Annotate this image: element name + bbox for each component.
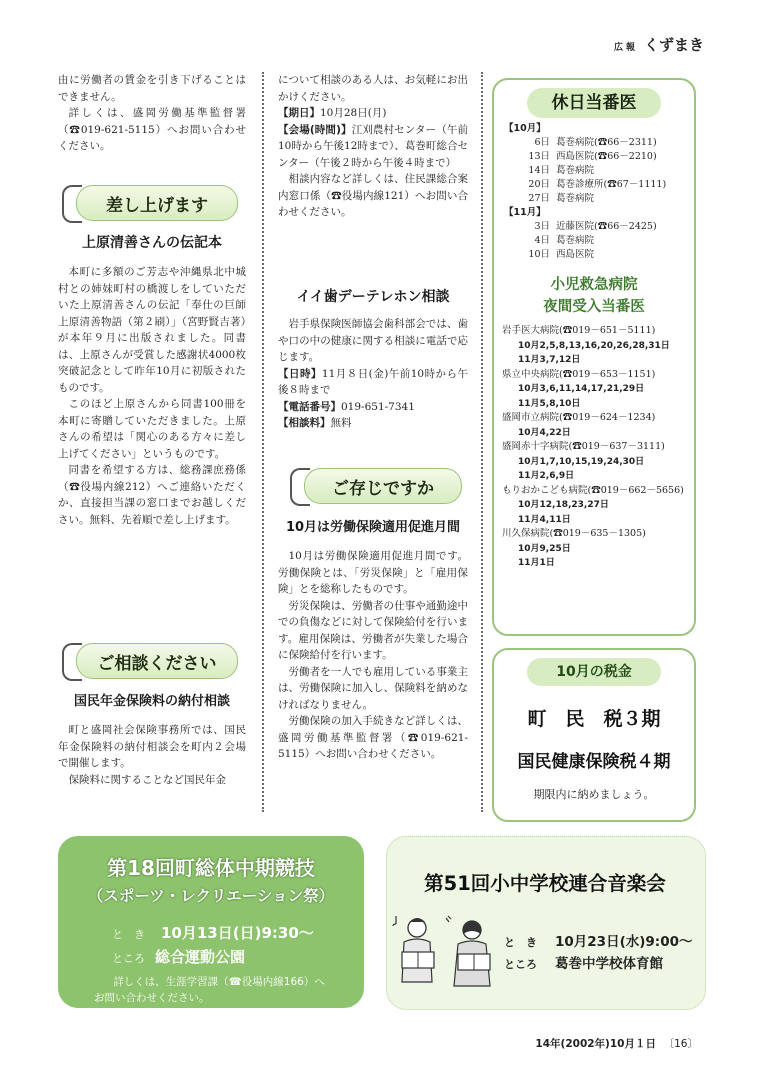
event-sports-where-label: ところ	[112, 952, 145, 965]
tax-note: 期限内に納めましょう。	[533, 788, 655, 801]
dental-date	[278, 366, 468, 399]
pension-continued: について相談のある人は、お気軽にお出かけください。	[278, 74, 468, 103]
event-music-where-value: 葛巻中学校体育館	[555, 956, 663, 972]
hospital-name: 県立中央病院(☎019－653－1151)	[502, 368, 656, 380]
dental-paragraph: 岩手県保険医師協会歯科部会では、歯や口の中の健康に関する相談に電話で応じます。	[278, 318, 468, 363]
month-nov-label: 【11月】	[504, 207, 546, 218]
column-1-body-2	[58, 722, 246, 788]
dental-phone-label: 【電話番号】	[278, 400, 341, 413]
section-subtitle-labor-insurance: 10月は労働保険適用促進月間	[285, 520, 461, 535]
pension-venue	[278, 122, 468, 172]
pension-paragraph-1: 町と盛岡社会保険事務所では、国民年金保険料の納付相談会を町内２会場で開催します。	[58, 724, 246, 769]
holiday-clinic: 葛巻病院(☎66－2311)	[556, 137, 657, 148]
column-1-intro	[58, 72, 246, 155]
hospital-name: 盛岡市立病院(☎019－624－1234)	[502, 412, 656, 423]
hospital-oct-dates: 10月3,6,11,14,17,21,29日	[518, 384, 645, 394]
tax-panel	[492, 648, 696, 822]
holiday-clinic: 葛巻病院	[556, 235, 595, 246]
biography-paragraph-1: 本町に多額のご芳志や沖縄県北中城村との姉妹町村の橋渡しをしていただいた上原清善さんの伝記「奉仕の巨師 上原清善物語（第２刷）」（宮野賢吉著）が本年９月に出版されました。同書は、上原さんが受賞した感謝状4000枚突破記念として昨年10月に初版されたものです。	[58, 266, 257, 394]
hospital-oct-dates: 10月1,7,10,15,19,24,30日	[518, 456, 645, 467]
hospital-nov-dates: 11月5,8,10日	[518, 398, 581, 409]
holiday-row	[504, 178, 688, 192]
event-music-when	[504, 930, 693, 950]
event-sports-content	[58, 836, 364, 1008]
column-divider-2	[481, 72, 483, 812]
event-sports-title: 第18回町総体中期競技	[107, 856, 315, 880]
dental-phone-value: 019-651-7341	[341, 400, 415, 413]
event-sports-note-2: お問い合わせください。	[94, 992, 210, 1004]
holiday-day: 10日	[528, 249, 550, 260]
date-value: 10月28日(月)	[320, 107, 387, 119]
pension-inquiry: 相談内容など詳しくは、住民課総合案内窓口係（☎役場内線121）へお問い合わせください。	[278, 173, 468, 218]
pediatric-hospital-list	[494, 318, 694, 571]
column-2-dental	[278, 316, 468, 432]
labor-paragraph-3: 労働者を一人でも雇用している事業主は、労働保険に加入し、保険料を納めなければなりません。	[278, 665, 468, 711]
holiday-day: 14日	[528, 165, 550, 176]
section-subtitle-dental: イイ歯デーテレホン相談	[296, 289, 450, 305]
venue-value: 江刈農村センター（午前10時から午後12時まで）、葛巻町総合センター（午後２時から午後４時まで）	[278, 123, 468, 169]
holiday-day: 3日	[534, 221, 550, 232]
holiday-title: 休日当番医	[527, 88, 661, 118]
hospital-nov-dates: 11月3,7,12日	[518, 355, 581, 365]
holiday-row	[504, 220, 688, 234]
pension-paragraph-2: 保険料に関することなど国民年金	[68, 773, 226, 786]
hospital-oct-dates: 10月2,5,8,13,16,20,26,28,31日	[518, 340, 670, 351]
section-subtitle-biography: 上原清善さんの伝記本	[82, 235, 222, 251]
section-subtitle-pension: 国民年金保険料の納付相談	[73, 694, 230, 709]
holiday-row	[504, 234, 688, 248]
month-oct-label: 【10月】	[504, 123, 546, 134]
holiday-oct-list	[504, 136, 688, 206]
date-label: 【期日】	[278, 107, 320, 119]
dental-date-label: 【日時】	[278, 367, 322, 380]
holiday-row	[504, 192, 688, 206]
pediatric-title-line-1: 小児救急病院	[550, 277, 638, 293]
tax-title: 10月の税金	[527, 658, 661, 686]
footer-date-page	[535, 1036, 698, 1051]
section-title-consult: ご相談ください	[76, 643, 238, 679]
event-music-title: 第51回小中学校連合音楽会	[424, 872, 666, 895]
holiday-day: 13日	[528, 151, 550, 162]
holiday-clinic: 西島医院(☎66－2210)	[556, 151, 657, 162]
footer-page-number: 〔16〕	[663, 1038, 698, 1050]
holiday-day: 20日	[528, 179, 550, 190]
holiday-day: 4日	[534, 235, 550, 246]
hospital-oct-dates: 10月9,25日	[518, 543, 571, 554]
event-music-where-label: ところ	[504, 958, 537, 971]
holiday-row	[504, 248, 688, 262]
event-sports-note-1: 詳しくは、生涯学習課（☎役場内線166）へ	[113, 976, 325, 988]
footer-date: 14年(2002年)10月１日	[535, 1038, 656, 1050]
event-sports-when-value: 10月13日(日)9:30～	[161, 924, 314, 942]
event-music-when-value: 10月23日(水)9:00～	[555, 934, 693, 950]
section-title-giveaway: 差し上げます	[76, 185, 238, 221]
hospital-oct-dates: 10月12,18,23,27日	[518, 500, 609, 510]
column-2-top	[278, 72, 468, 221]
dental-fee	[278, 415, 468, 432]
tax-line-resident: 町 民 税３期	[527, 708, 661, 730]
biography-paragraph-2: このほど上原さんから同書100冊を本町に寄贈していただきました。上原さんの希望は「関心のある方々に差し上げてください」というものです。	[58, 398, 246, 460]
masthead-title: くずまき	[643, 36, 704, 54]
hospital-name: 岩手医大病院(☎019－651－5111)	[502, 325, 656, 336]
masthead-small: 広報	[613, 43, 638, 53]
event-sports-when-label: と き	[112, 928, 145, 941]
venue-label: 【会場(時間)】	[278, 123, 352, 136]
dental-fee-label: 【相談料】	[278, 417, 331, 429]
holiday-row	[504, 150, 688, 164]
event-music-when-label: と き	[504, 936, 537, 949]
holiday-day: 6日	[534, 137, 550, 148]
intro-paragraph-1: 由に労働者の賃金を引き下げることはできません。	[58, 74, 246, 103]
singers-illustration	[392, 910, 502, 1000]
hospital-name: 川久保病院(☎019－635－1305)	[502, 528, 646, 539]
holiday-row	[504, 164, 688, 178]
event-music-where	[504, 952, 663, 972]
labor-paragraph-1: 10月は労働保険適用促進月間です。労働保険とは、「労災保険」と「雇用保険」とを総称したものです。	[278, 550, 468, 595]
holiday-row	[504, 136, 688, 150]
holiday-clinic: 葛巻病院	[556, 165, 595, 176]
intro-paragraph-2: 詳しくは、盛岡労働基準監督署（☎019-621-5115）へお問い合わせください。	[58, 107, 246, 152]
column-divider-1	[262, 72, 264, 812]
pediatric-title-line-2: 夜間受入当番医	[543, 299, 645, 315]
dental-phone	[278, 399, 468, 416]
biography-paragraph-3: 同書を希望する方は、総務課庶務係（☎役場内線212）へご連絡いただくか、直接担当課の窓口までお越しください。無料、先着順で差し上げます。	[58, 464, 246, 526]
hospital-nov-dates: 11月1日	[518, 558, 555, 568]
holiday-nov-list	[504, 220, 688, 262]
column-2-labor	[278, 548, 468, 763]
pediatric-title	[494, 274, 694, 318]
labor-paragraph-4: 労働保険の加入手続きなど詳しくは、盛岡労働基準監督署（☎019-621-5115）へお問い合わせください。	[278, 715, 468, 760]
column-1-body-1	[58, 264, 257, 528]
holiday-day: 27日	[528, 193, 550, 204]
holiday-clinic: 近藤医院(☎66－2425)	[556, 221, 657, 232]
event-sports-subtitle: （スポーツ・レクリエーション祭）	[87, 887, 335, 905]
holiday-clinic: 葛巻診療所(☎67－1111)	[556, 179, 667, 190]
tax-line-health: 国民健康保険税４期	[517, 752, 671, 772]
event-sports-where-value: 総合運動公園	[155, 948, 246, 966]
dental-fee-value: 無料	[330, 417, 352, 429]
hospital-name: もりおかこども病院(☎019－662－5656)	[502, 484, 684, 496]
section-title-do-you-know: ご存じですか	[304, 468, 462, 504]
holiday-clinic: 西島医院	[556, 249, 595, 260]
dental-date-value: 11月８日(金)午前10時から午後８時まで	[278, 367, 468, 396]
holiday-doctor-panel	[492, 78, 696, 636]
hospital-name: 盛岡赤十字病院(☎019－637－3111)	[502, 441, 665, 452]
pension-date	[278, 105, 468, 122]
holiday-clinic: 葛巻病院	[556, 193, 595, 204]
hospital-oct-dates: 10月4,22日	[518, 427, 571, 438]
labor-paragraph-2: 労災保険は、労働者の仕事や通勤途中での負傷などに対して保険給付を行います。雇用保険は、労働者が失業した場合に保険給付を行います。	[278, 599, 468, 661]
hospital-nov-dates: 11月4,11日	[518, 514, 571, 525]
hospital-nov-dates: 11月2,6,9日	[518, 471, 575, 481]
masthead	[614, 34, 704, 55]
